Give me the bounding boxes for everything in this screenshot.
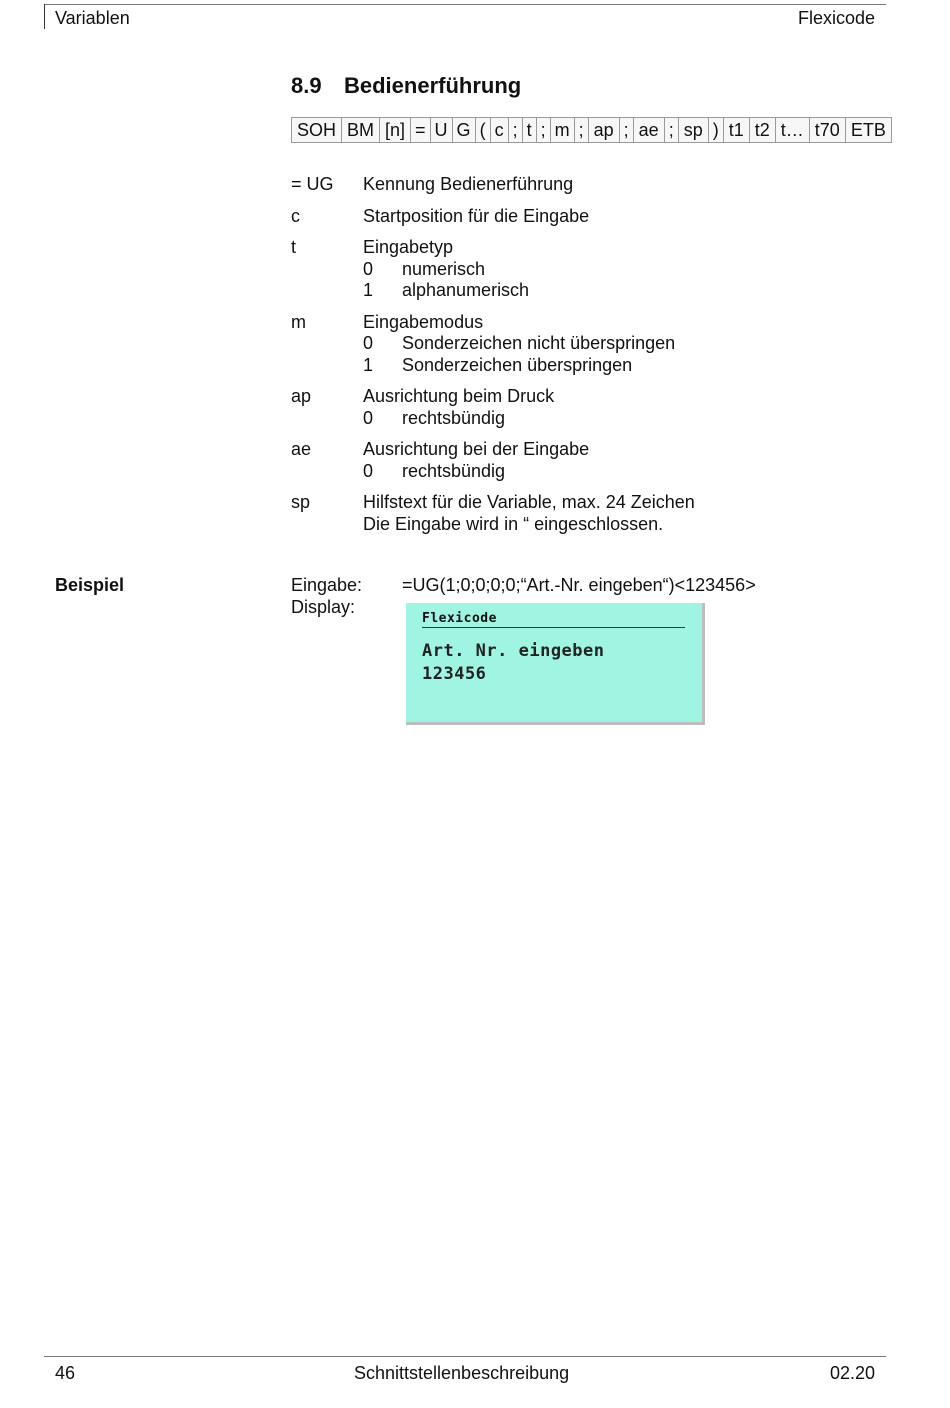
parameter-option	[363, 408, 554, 430]
parameter-description	[363, 439, 589, 482]
section-number: 8.9	[291, 73, 322, 98]
option-text: Sonderzeichen überspringen	[402, 354, 633, 375]
parameter-list	[291, 174, 891, 545]
header-chapter: Variablen	[55, 8, 130, 28]
parameter-description-line: Hilfstext für die Variable, max. 24 Zeichen	[363, 492, 695, 512]
lcd-title: Flexicode	[422, 611, 497, 626]
section-title: Bedienerführung	[344, 73, 522, 98]
syntax-cell: ;	[619, 117, 634, 143]
option-text: Sonderzeichen nicht überspringen	[402, 333, 676, 353]
option-text: alphanumerisch	[402, 280, 530, 300]
syntax-cell: SOH	[291, 117, 342, 143]
footer-rule	[44, 1356, 886, 1357]
parameter-description-line: Eingabemodus	[363, 311, 484, 332]
syntax-cell: (	[475, 117, 491, 143]
parameter-key: m	[291, 311, 306, 332]
header-corner-rule	[44, 4, 45, 29]
parameter-key: = UG	[291, 174, 334, 194]
syntax-cell: [n]	[379, 117, 411, 143]
parameter-row	[291, 312, 891, 377]
syntax-cell: BM	[341, 117, 380, 143]
section-heading	[291, 73, 521, 99]
parameter-option	[363, 355, 675, 377]
syntax-cell: ETB	[845, 117, 892, 143]
parameter-option	[363, 280, 529, 302]
lcd-title-rule	[422, 627, 685, 628]
example-label: Beispiel	[55, 575, 125, 595]
syntax-cell: t…	[775, 117, 810, 143]
parameter-row	[291, 206, 891, 228]
command-syntax-table	[292, 117, 892, 143]
parameter-description	[363, 492, 695, 535]
option-code: 0	[363, 460, 374, 481]
option-code: 1	[363, 354, 374, 375]
parameter-key: sp	[291, 492, 311, 512]
syntax-cell: t70	[809, 117, 846, 143]
lcd-line-2: 123456	[422, 664, 487, 684]
option-text: rechtsbündig	[402, 407, 506, 428]
parameter-row	[291, 174, 891, 196]
parameter-row	[291, 492, 891, 535]
footer-version: 02.20	[829, 1363, 875, 1383]
parameter-row	[291, 439, 891, 482]
header-rule	[44, 4, 886, 5]
parameter-description	[363, 312, 675, 377]
example-display-label: Display:	[291, 597, 356, 617]
lcd-line-1: Art. Nr. eingeben	[422, 641, 605, 661]
parameter-description-line: Kennung Bedienerführung	[363, 174, 574, 194]
parameter-option	[363, 333, 675, 355]
syntax-cell: ;	[508, 117, 523, 143]
option-code: 0	[363, 258, 374, 279]
option-text: rechtsbündig	[402, 460, 506, 481]
footer-document-title: Schnittstellenbeschreibung	[354, 1363, 570, 1383]
footer-page-number: 46	[55, 1363, 76, 1383]
parameter-row	[291, 237, 891, 302]
syntax-cell: t1	[723, 117, 750, 143]
syntax-cell: ;	[536, 117, 551, 143]
header-product: Flexicode	[797, 8, 875, 28]
parameter-key: ap	[291, 386, 312, 406]
parameter-option	[363, 461, 589, 483]
syntax-cell: c	[490, 117, 509, 143]
syntax-cell: =	[410, 117, 431, 143]
example-input-value: =UG(1;0;0;0;0;“Art.-Nr. eingeben“)<123456>	[402, 575, 756, 595]
parameter-description	[363, 386, 554, 429]
parameter-description-line: Ausrichtung beim Druck	[363, 386, 555, 406]
lcd-display	[406, 603, 705, 725]
option-code: 0	[363, 333, 374, 353]
parameter-description-line: Startposition für die Eingabe	[363, 205, 590, 226]
syntax-cell: ap	[588, 117, 620, 143]
syntax-cell: ae	[633, 117, 665, 143]
parameter-description	[363, 174, 573, 196]
syntax-cell: G	[452, 117, 476, 143]
option-code: 1	[363, 280, 374, 300]
syntax-cell: )	[708, 117, 724, 143]
parameter-description-line: Die Eingabe wird in “ eingeschlossen.	[363, 513, 664, 534]
parameter-key: ae	[291, 439, 312, 459]
parameter-description-line: Eingabetyp	[363, 237, 454, 257]
parameter-row	[291, 386, 891, 429]
syntax-cell: sp	[678, 117, 709, 143]
syntax-cell: ;	[664, 117, 679, 143]
syntax-cell: m	[550, 117, 575, 143]
option-text: numerisch	[402, 258, 486, 279]
parameter-option	[363, 259, 529, 281]
parameter-description-line: Ausrichtung bei der Eingabe	[363, 439, 590, 459]
example-input-label: Eingabe:	[291, 575, 363, 595]
option-code: 0	[363, 407, 374, 428]
parameter-key: t	[291, 237, 297, 257]
syntax-cell: ;	[574, 117, 589, 143]
syntax-cell: U	[430, 117, 453, 143]
parameter-description	[363, 206, 589, 228]
parameter-key: c	[291, 205, 300, 226]
parameter-description	[363, 237, 529, 302]
syntax-cell: t	[522, 117, 537, 143]
syntax-cell: t2	[749, 117, 776, 143]
